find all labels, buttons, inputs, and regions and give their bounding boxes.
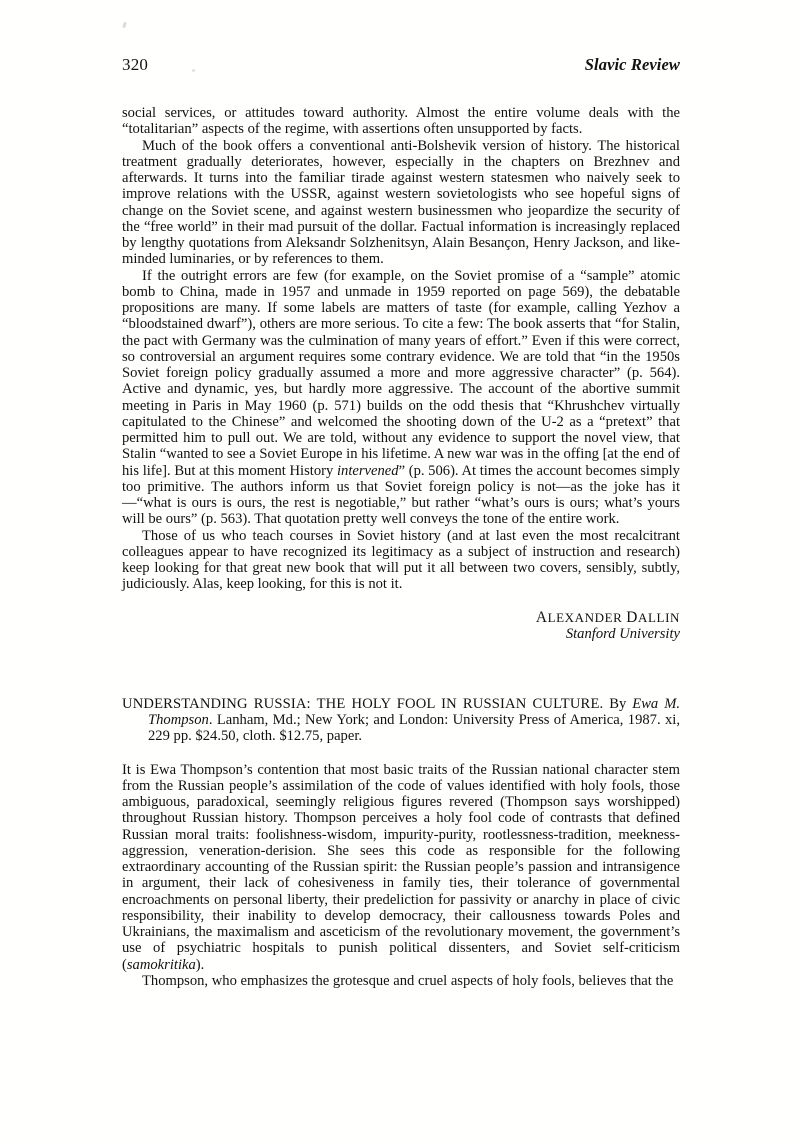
- paragraph-with-italic: [122, 268, 680, 528]
- paragraph-text-after-italic: ” (p. 506). At times the account becomes simply too primitive. The authors inform us that Soviet foreign policy is not—as the joke has it—“what is ours is ours, the rest is negotiable,” but rather “what’s ours is ours; what’s yours will be ours” (p. 563). That quotation pretty well conveys the tone of the entire work.: [122, 462, 680, 528]
- paragraph-text-before-italic: It is Ewa Thompson’s contention that most basic traits of the Russian national character stem from the Russian people’s assimilation of the code of values identified with holy fools, those ambiguous, paradoxical, seemingly religious figures revered (Thompson says worshipped) throughout Russian history. Thompson perceives a holy fool code of contrasts that defined Russian moral traits: foolishness-wisdom, impurity-purity, rootlessness-tradition, meekness-aggression, veneration-derision. She sees this code as responsible for the following extraordinary accounting of the Russian spirit: the Russian people’s passion and intransigence in argument, their lack of cohesiveness in family ties, their tolerance of governmental encroachments on personal liberty, their predeliction for passivity or anarchy in place of civic responsibility, their inability to develop democracy, their callousness towards Poles and Ukrainians, the maximalism and asceticism of the revolutionary movement, the government’s use of psychiatric hospitals to punish political dissenters, and Soviet self-criticism (: [122, 761, 680, 973]
- paragraph-page-last: Thompson, who emphasizes the grotesque and cruel aspects of holy fools, believes that the: [142, 972, 674, 989]
- journal-title: Slavic Review: [584, 55, 680, 74]
- reviewer-first-initial: A: [535, 608, 548, 626]
- paragraph: Much of the book offers a conventional anti-Bolshevik version of history. The historical treatment gradually deteriorates, however, especially in the chapters on Brezhnev and afterwards. It turns into the familiar tirade against western statesmen who naively seek to improve relations with the USSR, against western sovietologists who see hopeful signs of change on the Soviet scene, and against western businessmen who jeopardize the security of the “free world” in their mad pursuit of the dollar. Factual information is increasingly replaced by lengthy quotations from Aleksandr Solzhenitsyn, Alain Besançon, Henry Jackson, and like-minded luminaries, or by references to them.: [122, 137, 680, 268]
- italic-foreign-term: samokritika: [126, 956, 196, 973]
- paragraph-continuation: social services, or attitudes toward authority. Almost the entire volume deals with the “totalitarian” aspects of the regime, with assertions often unsupported by facts.: [122, 105, 680, 138]
- citation-publication-details: . Lanham, Md.; New York; and London: University Press of America, 1987. xi, 229 pp. $24.50, cloth. $12.75, paper.: [148, 711, 680, 745]
- book-title: UNDERSTANDING RUSSIA: THE HOLY FOOL IN RUSSIAN CULTURE.: [122, 695, 604, 712]
- reviewer-signature: [122, 610, 680, 643]
- reviewer-last-name-rest: ALLIN: [638, 609, 680, 625]
- reviewer-last-initial: D: [626, 608, 638, 626]
- reviewer-first-name-rest: LEXANDER: [547, 609, 627, 625]
- book-citation: [122, 696, 680, 745]
- paragraph-closing: Those of us who teach courses in Soviet history (and at last even the most recalcitrant colleagues appear to have recognized its legitimacy as a subject of instruction and research) keep looking for that great new book that will put it all between two covers, sensibly, subtly, judiciously. Alas, keep looking, for this is not it.: [122, 527, 680, 593]
- citation-by-label: By: [603, 695, 633, 712]
- review-separator: [122, 643, 680, 696]
- book-author: Ewa M. Thompson: [148, 695, 680, 728]
- paragraph-text-after-italic: ).: [195, 956, 205, 973]
- italic-emphasis: intervened: [336, 462, 399, 479]
- paragraph-text-before-italic: If the outright errors are few (for example, on the Soviet promise of a “sample” atomic bomb to China, made in 1957 and unmade in 1959 reported on page 569), the debatable propositions are many. If some labels are matters of taste (for example, calling Yezhov a “bloodstained dwarf”), others are more serious. To cite a few: The book asserts that “for Stalin, the pact with Germany was the culmination of many years of effort.” Even if this were correct, so controversial an argument requires some contrary evidence. We are told that “in the 1950s Soviet foreign policy gradually assumed a more and more aggressive character” (p. 564). Active and dynamic, yes, but hardly more aggressive. The account of the abortive summit meeting in Paris in May 1960 (p. 571) builds on the odd thesis that “Khrushchev virtually capitulated to the Chinese” and welcomed the shooting down of the U-2 as a “pretext” that permitted him to pull out. We are told, without any evidence to support the novel view, that Stalin “wanted to see a Soviet Europe in his lifetime. A new war was in the offing [at the end of his life]. But at this moment History: [122, 267, 680, 479]
- citation-gap: [122, 745, 680, 762]
- reviewer-name: [122, 610, 680, 627]
- running-head: [122, 55, 680, 79]
- scan-artifact-speck: [122, 22, 127, 29]
- reviewer-affiliation: Stanford University: [565, 626, 680, 643]
- paragraph-with-italic: [122, 762, 680, 973]
- text-column: [122, 105, 680, 989]
- page-number: 320: [122, 55, 149, 74]
